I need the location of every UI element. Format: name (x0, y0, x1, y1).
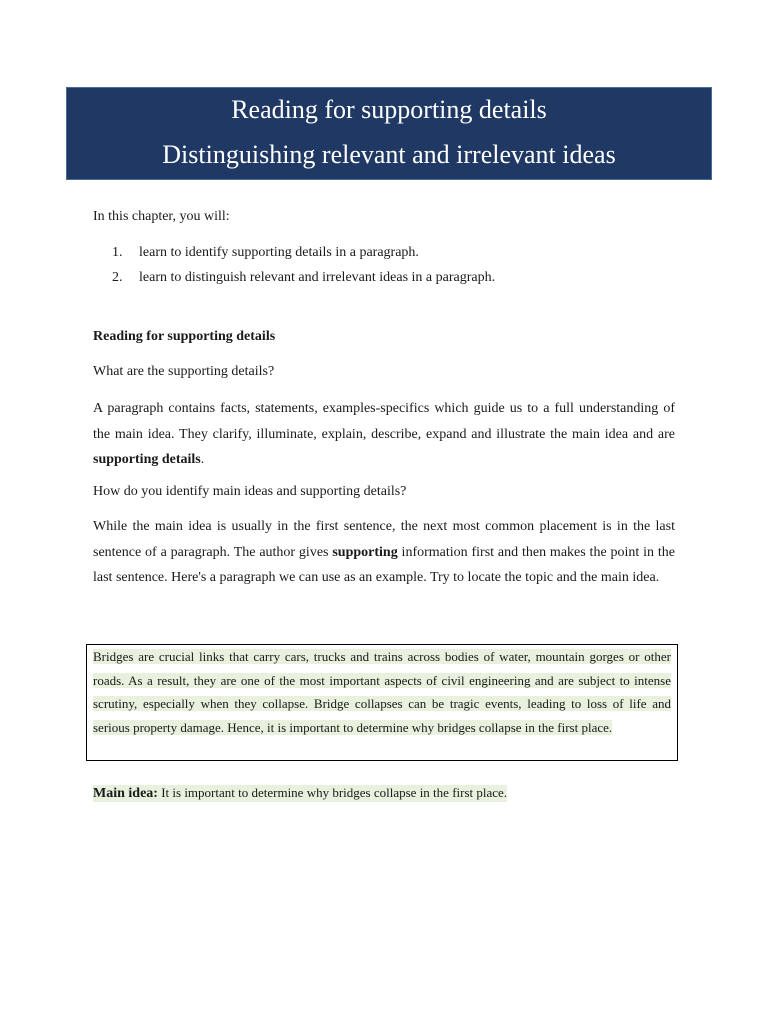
intro-text: In this chapter, you will: (93, 209, 230, 224)
paragraph-text-end: . (200, 452, 205, 467)
list-number: 2. (112, 270, 123, 285)
list-item-text: learn to distinguish relevant and irrelevant ideas in a paragraph. (139, 270, 496, 285)
list-number: 1. (112, 245, 123, 260)
example-paragraph (93, 645, 671, 739)
list-item (112, 244, 495, 269)
paragraph-text: A paragraph contains facts, statements, examples-specifics which guide us to a full understanding of the main idea. They clarify, illuminate, explain, describe, expand and illustrate the main idea and are (93, 401, 675, 442)
paragraph-text: While the main idea is usually in the first sentence, the next most common placement is in the last sentence of a paragraph. The author gives (93, 519, 675, 560)
main-idea-text: It is important to determine why bridges collapse in the first place. (157, 785, 508, 800)
title-banner (66, 87, 712, 180)
question-identify-ideas: How do you identify main ideas and supporting details? (93, 484, 407, 499)
paragraph-text-end: information first and then makes the point in the last sentence. Here's a paragraph we can use as an example. Try to locate the topic and the main idea. (93, 544, 675, 585)
bold-term: supporting details (93, 452, 201, 467)
list-item (112, 269, 495, 294)
main-idea-label: Main idea: (93, 786, 158, 801)
example-paragraph-box (86, 644, 678, 761)
paragraph-main-idea-placement (93, 514, 675, 591)
paragraph-supporting-details (93, 396, 675, 473)
section-heading: Reading for supporting details (93, 329, 276, 344)
objectives-list (112, 244, 495, 294)
highlighted-example-text: Bridges are crucial links that carry cars, trucks and trains across bodies of water, mountain gorges or other roads. As a result, they are one of the most important aspects of civil engineering and are subject to intense scrutiny, especially when they collapse. Bridge collapses can be tragic events, leading to loss of life and serious property damage. Hence, it is important to determine why bridges collapse in the first place. (93, 649, 671, 735)
bold-term: supporting (332, 544, 398, 560)
title-line-1: Reading for supporting details (231, 95, 547, 124)
main-idea-statement (93, 785, 507, 802)
title-line-2: Distinguishing relevant and irrelevant ideas (162, 140, 616, 169)
question-supporting-details: What are the supporting details? (93, 364, 275, 379)
list-item-text: learn to identify supporting details in a paragraph. (139, 245, 419, 260)
